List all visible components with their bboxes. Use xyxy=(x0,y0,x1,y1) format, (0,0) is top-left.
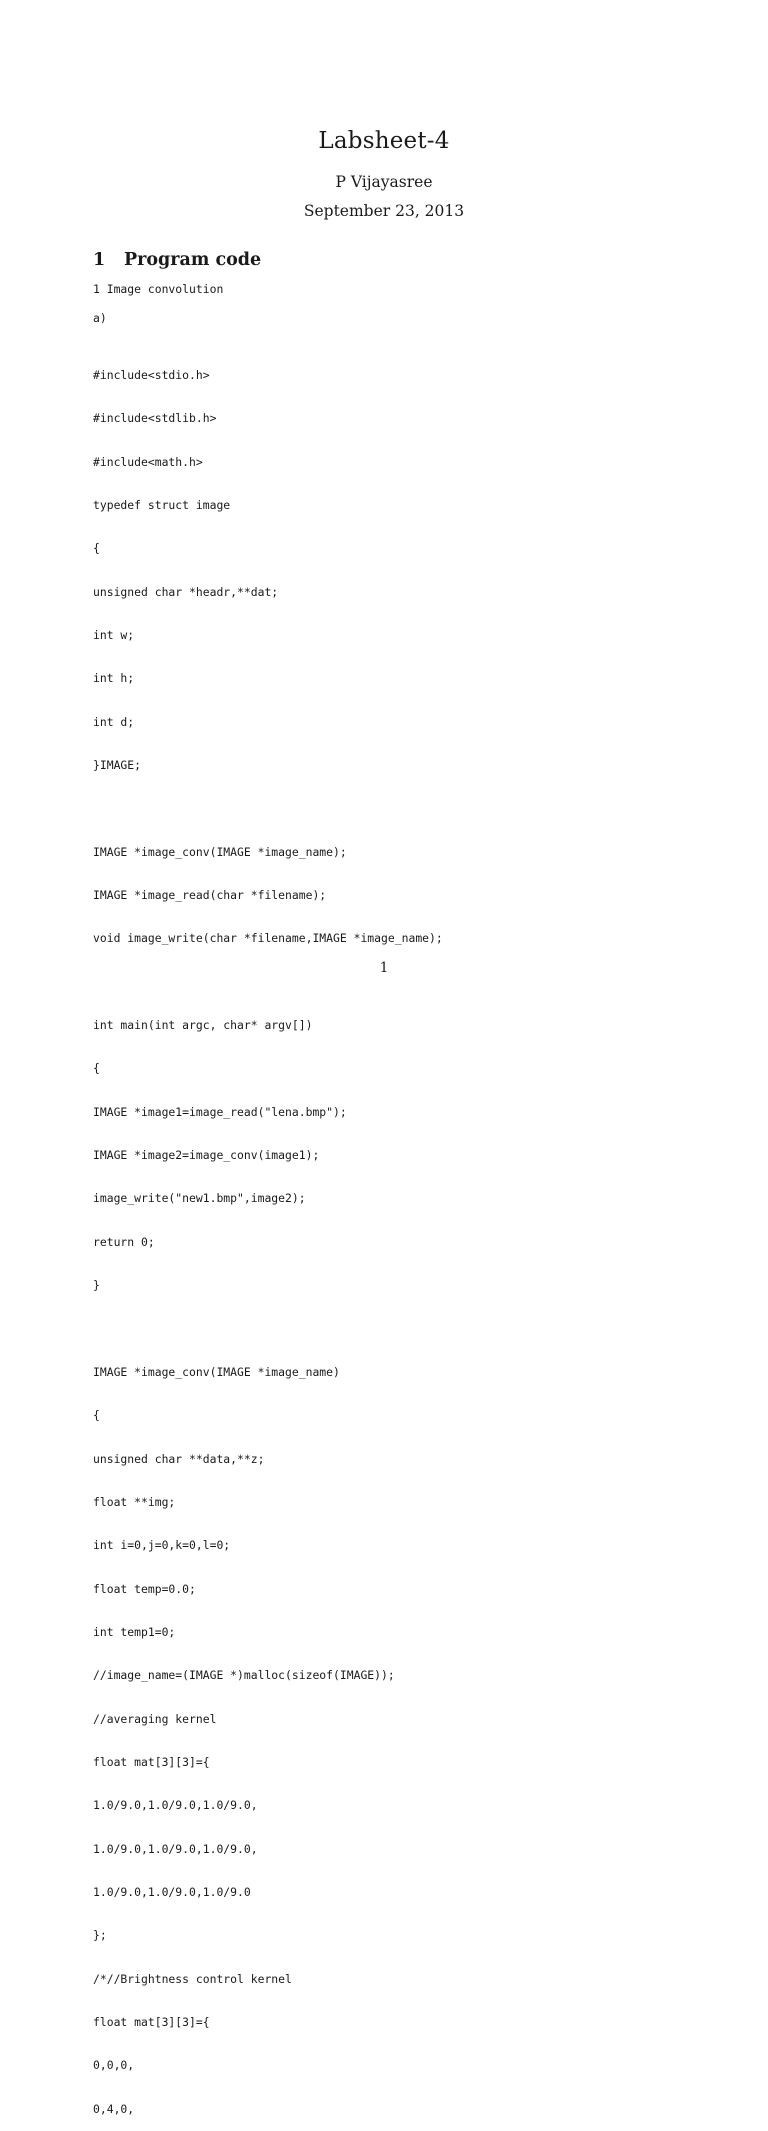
code-line: float **img; xyxy=(93,1494,176,1509)
code-line: int main(int argc, char* argv[]) xyxy=(93,1018,313,1033)
code-line: 1.0/9.0,1.0/9.0,1.0/9.0, xyxy=(93,1841,258,1856)
section-number: 1 xyxy=(93,250,106,270)
document-date: September 23, 2013 xyxy=(303,202,465,220)
code-line xyxy=(93,801,443,815)
code-line: unsigned char **data,**z; xyxy=(93,1451,265,1466)
code-line: IMAGE *image1=image_read("lena.bmp"); xyxy=(93,1104,347,1119)
section-title: Program code xyxy=(124,250,262,270)
code-line: image_write("new1.bmp",image2); xyxy=(93,1191,306,1206)
code-line: float mat[3][3]={ xyxy=(93,1754,210,1769)
code-line: int i=0,j=0,k=0,l=0; xyxy=(93,1538,231,1553)
code-line: IMAGE *image_conv(IMAGE *image_name); xyxy=(93,844,347,859)
code-line: }IMAGE; xyxy=(93,758,142,772)
code-line xyxy=(93,975,443,989)
code-line: int d; xyxy=(93,714,135,729)
code-line: } xyxy=(93,1278,100,1293)
code-line: #include<math.h> xyxy=(93,454,203,469)
code-line: int h; xyxy=(93,671,135,686)
page-number: 1 xyxy=(379,960,389,976)
code-line: #include<stdlib.h> xyxy=(93,411,217,426)
part-label: a) xyxy=(93,311,107,325)
code-line: float mat[3][3]={ xyxy=(93,2014,210,2029)
code-line: /*//Brightness control kernel xyxy=(93,1971,292,1986)
section-heading xyxy=(93,250,261,270)
code-line: 1.0/9.0,1.0/9.0,1.0/9.0 xyxy=(93,1884,251,1899)
code-listing xyxy=(93,339,443,2131)
code-line: int w; xyxy=(93,627,135,642)
code-line: { xyxy=(93,541,100,556)
code-line: IMAGE *image2=image_conv(image1); xyxy=(93,1148,320,1163)
code-line: }; xyxy=(93,1928,107,1943)
code-line: //averaging kernel xyxy=(93,1711,217,1726)
code-line xyxy=(93,1321,443,1335)
code-line: 0,0,0, xyxy=(93,2058,135,2073)
document-author: P Vijayasree xyxy=(335,173,433,191)
code-line: float temp=0.0; xyxy=(93,1581,196,1596)
code-line: void image_write(char *filename,IMAGE *image_name); xyxy=(93,931,443,946)
document-title: Labsheet-4 xyxy=(318,128,450,154)
code-line: return 0; xyxy=(93,1234,155,1249)
code-line: typedef struct image xyxy=(93,497,231,512)
code-line: 0,4,0, xyxy=(93,2101,135,2116)
code-line: unsigned char *headr,**dat; xyxy=(93,584,279,599)
code-line: IMAGE *image_read(char *filename); xyxy=(93,888,327,903)
code-line: { xyxy=(93,1408,100,1423)
subsection-label: 1 Image convolution xyxy=(93,282,224,296)
code-line: { xyxy=(93,1061,100,1076)
code-line: #include<stdio.h> xyxy=(93,367,210,382)
code-line: 1.0/9.0,1.0/9.0,1.0/9.0, xyxy=(93,1798,258,1813)
code-line: //image_name=(IMAGE *)malloc(sizeof(IMAGE)); xyxy=(93,1668,395,1683)
code-line: IMAGE *image_conv(IMAGE *image_name) xyxy=(93,1364,340,1379)
code-line: int temp1=0; xyxy=(93,1624,176,1639)
